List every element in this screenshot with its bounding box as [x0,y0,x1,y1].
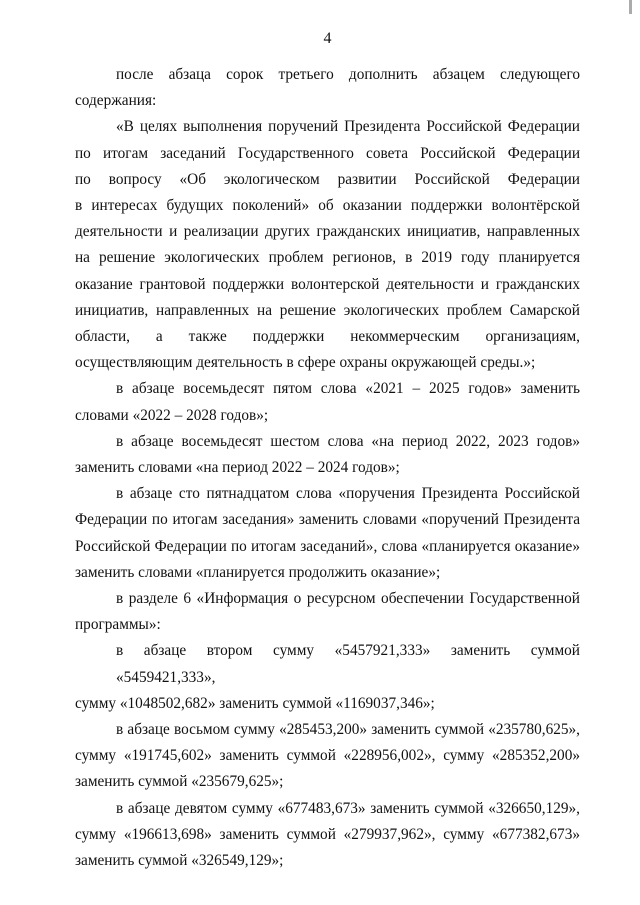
text-line: деятельности и реализации других гражданских инициатив, направленных [75,223,580,241]
text-line: содержания: [75,92,157,110]
text-line: в абзаце восьмом сумму «285453,200» заменить суммой «235780,625», [116,721,580,739]
text-line: заменить суммой «235679,625»; [75,773,284,791]
paragraph [75,586,580,638]
scan-mark [629,0,632,14]
text-line: заменить словами «планируется продолжить оказание»; [75,563,441,581]
text-line: «В целях выполнения поручений Президента Российской Федерации [116,118,580,136]
text-line: в абзаце восемьдесят пятом слова «2021 – 2025 годов» заменить [116,380,580,398]
text-line: сумму «1048502,682» заменить суммой «1169037,346»; [75,694,435,712]
text-line: сумму «196613,698» заменить суммой «279937,962», сумму «677382,673» [75,825,580,843]
paragraph [75,481,580,586]
text-line: на решение экологических проблем регионов, в 2019 году планируется [75,249,580,267]
text-line: по итогам заседаний Государственного совета Российской Федерации [75,144,580,162]
text-line: в абзаце сто пятнадцатом слова «поручения Президента Российской [116,485,580,503]
paragraph [75,376,580,428]
text-line: в абзаце девятом сумму «677483,673» заменить суммой «326650,129», [116,799,580,817]
paragraph [75,114,580,376]
text-line: в абзаце восемьдесят шестом слова «на период 2022, 2023 годов» [116,432,580,450]
text-line: в интересах будущих поколений» об оказании поддержки волонтёрской [75,197,580,215]
text-line: в абзаце втором сумму «5457921,333» заменить суммой «5459421,333», [116,642,580,686]
paragraph [75,62,580,114]
text-line: сумму «191745,602» заменить суммой «228956,002», сумму «285352,200» [75,747,580,765]
text-line: программы»: [75,616,161,634]
text-line: Российской Федерации по итогам заседаний», слова «планируется оказание» [75,537,580,555]
text-line: оказание грантовой поддержки волонтерской деятельности и гражданских [75,275,580,293]
text-line: области, а также поддержки некоммерческим организациям, [75,328,580,346]
text-line: по вопросу «Об экологическом развитии Российской Федерации [75,170,580,188]
paragraph [75,638,580,717]
text-line: осуществляющим деятельность в сфере охраны окружающей среды.»; [75,354,536,372]
text-line: в разделе 6 «Информация о ресурсном обеспечении Государственной [116,590,580,608]
text-line: заменить суммой «326549,129»; [75,852,284,870]
text-line: заменить словами «на период 2022 – 2024 годов»; [75,459,400,477]
text-line: Федерации по итогам заседания» заменить словами «поручений Президента [75,511,580,529]
text-line: инициатив, направленных на решение экологических проблем Самарской [75,301,580,319]
text-line: словами «2022 – 2028 годов»; [75,406,269,424]
paragraph [75,796,580,875]
paragraph [75,717,580,796]
text-line: после абзаца сорок третьего дополнить абзацем следующего [116,66,580,83]
paragraph [75,429,580,481]
page-number: 4 [323,30,332,47]
document-body [75,62,580,874]
